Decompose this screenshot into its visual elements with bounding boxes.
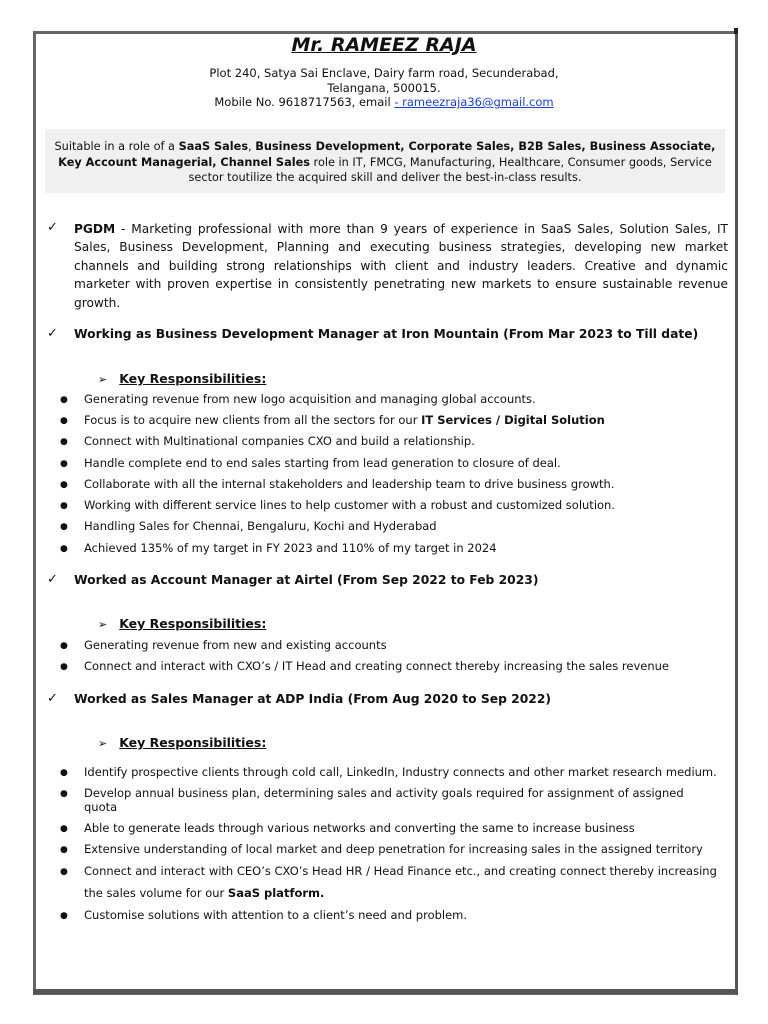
bullet-icon: ●: [60, 416, 68, 426]
page-border-shadow-bottom: [33, 989, 738, 994]
contact-line: [0, 95, 768, 109]
job-title-airtel: Worked as Account Manager at Airtel (From Sep 2022 to Feb 2023): [74, 573, 539, 587]
bullet-icon: ●: [60, 867, 68, 877]
check-icon: ✓: [47, 220, 58, 235]
list-item: Connect and interact with CXO’s / IT Head and creating connect thereby increasing the sales revenue: [84, 659, 669, 673]
bullet-icon: ●: [60, 911, 68, 921]
list-item: Identify prospective clients through cold call, LinkedIn, Industry connects and other market research medium.: [84, 765, 717, 779]
summary-line-2: [45, 155, 725, 171]
key-responsibilities-label: Key Responsibilities:: [119, 371, 267, 386]
bullet-icon: ●: [60, 544, 68, 554]
summary-line-1: [45, 139, 725, 155]
check-icon: ✓: [47, 691, 58, 706]
list-item-continuation: [84, 886, 729, 900]
bullet-icon: ●: [60, 768, 68, 778]
list-item: Handling Sales for Chennai, Bengaluru, Kochi and Hyderabad: [84, 519, 437, 533]
summary-comma: ,: [248, 140, 256, 153]
list-item-continuation: quota: [84, 800, 118, 814]
mobile-text: Mobile No. 9618717563, email: [214, 95, 395, 109]
objective-summary: [45, 129, 725, 193]
list-item: Connect with Multinational companies CXO and build a relationship.: [84, 434, 475, 448]
profile-paragraph: [74, 220, 728, 312]
address-line-2: Telangana, 500015.: [327, 81, 441, 95]
bullet-icon: ●: [60, 437, 68, 447]
email-link[interactable]: - rameezraja36@gmail.com: [394, 95, 554, 109]
summary-bold-roles-2: Key Account Managerial, Channel Sales: [58, 155, 310, 169]
list-item: Working with different service lines to help customer with a robust and customized solution.: [84, 498, 615, 512]
list-item: Generating revenue from new logo acquisition and managing global accounts.: [84, 392, 536, 406]
summary-bold-roles: Business Development, Corporate Sales, B2B Sales, Business Associate,: [255, 140, 716, 153]
bullet-icon: ●: [60, 459, 68, 469]
list-item-bold: IT Services / Digital Solution: [421, 413, 605, 427]
bullet-icon: ●: [60, 480, 68, 490]
profile-degree: PGDM: [74, 222, 116, 236]
arrow-icon: ➢: [98, 373, 108, 386]
bullet-icon: ●: [60, 662, 68, 672]
list-item: Connect and interact with CEO’s CXO’s Head HR / Head Finance etc., and creating connect thereby increasing: [84, 864, 717, 878]
list-item: Handle complete end to end sales starting from lead generation to closure of deal.: [84, 456, 561, 470]
arrow-icon: ➢: [98, 737, 108, 750]
bullet-icon: ●: [60, 522, 68, 532]
list-item: Develop annual business plan, determining sales and activity goals required for assignment of assigned: [84, 786, 684, 800]
list-item: Collaborate with all the internal stakeholders and leadership team to drive business growth.: [84, 477, 615, 491]
bullet-icon: ●: [60, 824, 68, 834]
job-title-iron-mountain: Working as Business Development Manager at Iron Mountain (From Mar 2023 to Till date): [74, 327, 699, 341]
address-line-1: Plot 240, Satya Sai Enclave, Dairy farm road, Secunderabad,: [209, 66, 559, 80]
bullet-icon: ●: [60, 845, 68, 855]
key-responsibilities-heading: [98, 616, 266, 631]
key-responsibilities-label: Key Responsibilities:: [119, 735, 267, 750]
candidate-name: Mr. RAMEEZ RAJA: [291, 34, 477, 56]
bullet-icon: ●: [60, 501, 68, 511]
check-icon: ✓: [47, 572, 58, 587]
page-border-shadow-right: [735, 31, 738, 995]
job-title-adp: Worked as Sales Manager at ADP India (From Aug 2020 to Sep 2022): [74, 692, 552, 706]
summary-line-3: sector toutilize the acquired skill and deliver the best-in-class results.: [188, 171, 582, 184]
summary-bold-saas: SaaS Sales: [178, 140, 249, 153]
summary-text-2: role in IT, FMCG, Manufacturing, Healthcare, Consumer goods, Service: [309, 155, 712, 169]
list-item-text: the sales volume for our: [84, 886, 228, 900]
list-item: Able to generate leads through various networks and converting the same to increase business: [84, 821, 635, 835]
list-item: [84, 413, 729, 427]
key-responsibilities-heading: [98, 371, 266, 386]
key-responsibilities-label: Key Responsibilities:: [119, 616, 267, 631]
list-item: Extensive understanding of local market and deep penetration for increasing sales in the assigned territory: [84, 842, 703, 856]
summary-text: Suitable in a role of a: [54, 140, 179, 153]
list-item-bold: SaaS platform.: [227, 886, 325, 900]
arrow-icon: ➢: [98, 618, 108, 631]
list-item: Customise solutions with attention to a client’s need and problem.: [84, 908, 468, 922]
check-icon: ✓: [47, 326, 58, 341]
bullet-icon: ●: [60, 395, 68, 405]
list-item-text: Focus is to acquire new clients from all the sectors for our: [84, 413, 422, 427]
bullet-icon: ●: [60, 789, 68, 799]
profile-text: - Marketing professional with more than 9 years of experience in SaaS Sales, Solution Sales, IT Sales, Business Development, Planning and executing business strategies, developing new market channels and building strong relationships with client and industry leaders. Creative and dynamic marketer with proven expertise in consistently penetrating new markets to ensure sustainable revenue growth.: [74, 222, 728, 310]
list-item: Generating revenue from new and existing accounts: [84, 638, 387, 652]
bullet-icon: ●: [60, 641, 68, 651]
key-responsibilities-heading: [98, 735, 266, 750]
list-item: Achieved 135% of my target in FY 2023 and 110% of my target in 2024: [84, 541, 497, 555]
